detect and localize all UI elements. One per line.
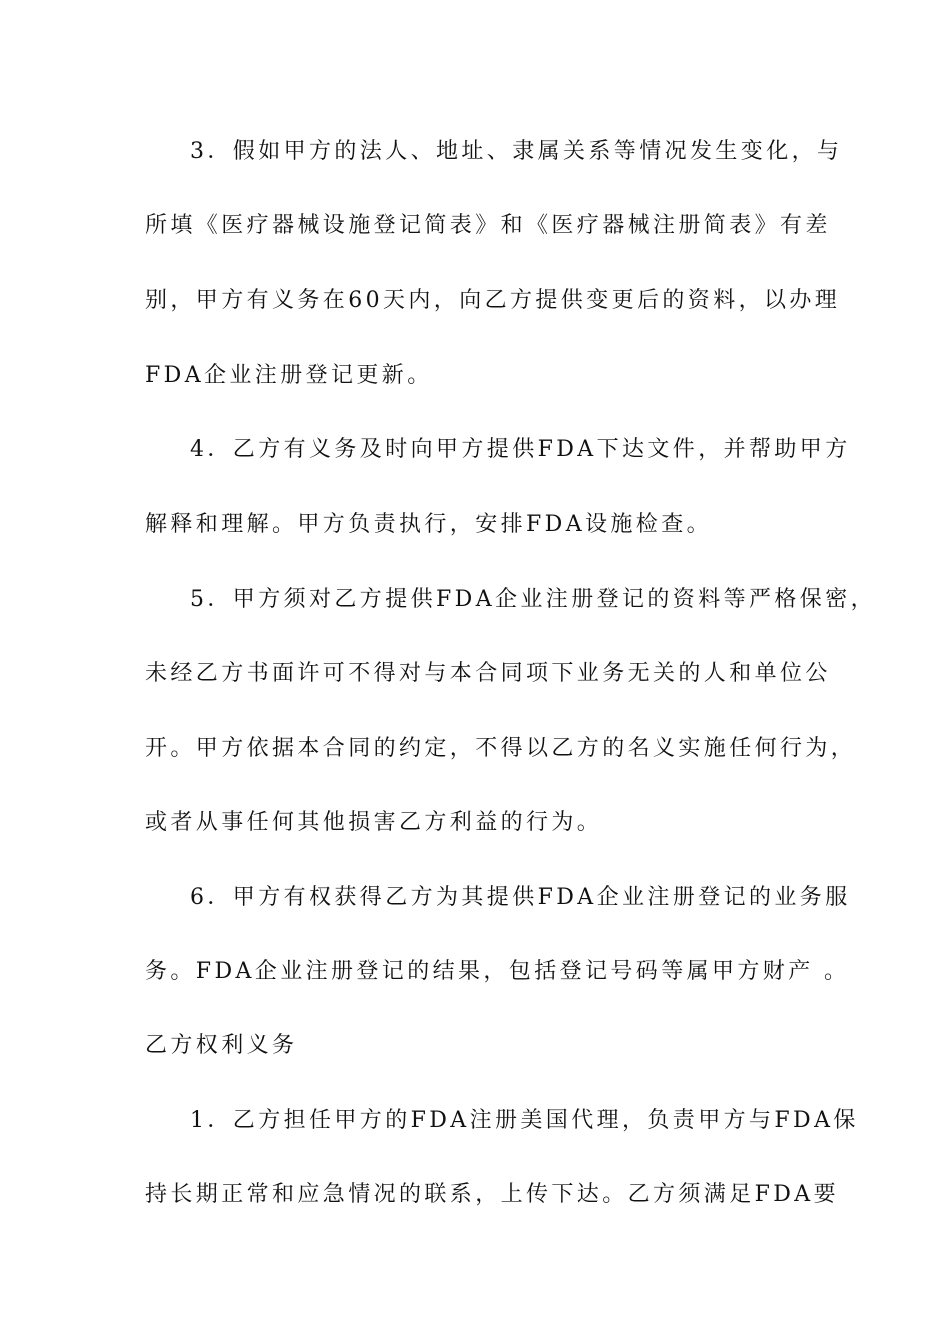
section-heading: 乙方权利义务 [145,1033,298,1058]
paragraph-4-line-1: 4．乙方有义务及时向甲方提供FDA下达文件，并帮助甲方 [190,437,851,462]
paragraph-6-line-2: 务。FDA企业注册登记的结果，包括登记号码等属甲方财产 。 [145,959,850,984]
paragraph-5-line-1: 5．甲方须对乙方提供FDA企业注册登记的资料等严格保密， [190,587,876,612]
paragraph-3-line-2: 所填《医疗器械设施登记简表》和《医疗器械注册简表》有差 [145,213,831,238]
paragraph-3-line-1: 3．假如甲方的法人、地址、隶属关系等情况发生变化，与 [190,139,843,164]
paragraph-3-line-3: 别，甲方有义务在60天内，向乙方提供变更后的资料，以办理 [145,288,841,313]
paragraph-5-line-2: 未经乙方书面许可不得对与本合同项下业务无关的人和单位公 [145,661,831,686]
paragraph-5-line-3: 开。甲方依据本合同的约定，不得以乙方的名义实施任何行为， [145,736,857,761]
clause-1-line-2: 持长期正常和应急情况的联系，上传下达。乙方须满足FDA要 [145,1182,839,1207]
paragraph-6-line-1: 6．甲方有权获得乙方为其提供FDA企业注册登记的业务服 [190,885,851,910]
paragraph-3-line-4: FDA企业注册登记更新。 [145,363,433,388]
paragraph-4-line-2: 解释和理解。甲方负责执行，安排FDA设施检查。 [145,512,712,537]
clause-1-line-1: 1．乙方担任甲方的FDA注册美国代理，负责甲方与FDA保 [190,1108,859,1133]
paragraph-5-line-4: 或者从事任何其他损害乙方利益的行为。 [145,810,603,835]
